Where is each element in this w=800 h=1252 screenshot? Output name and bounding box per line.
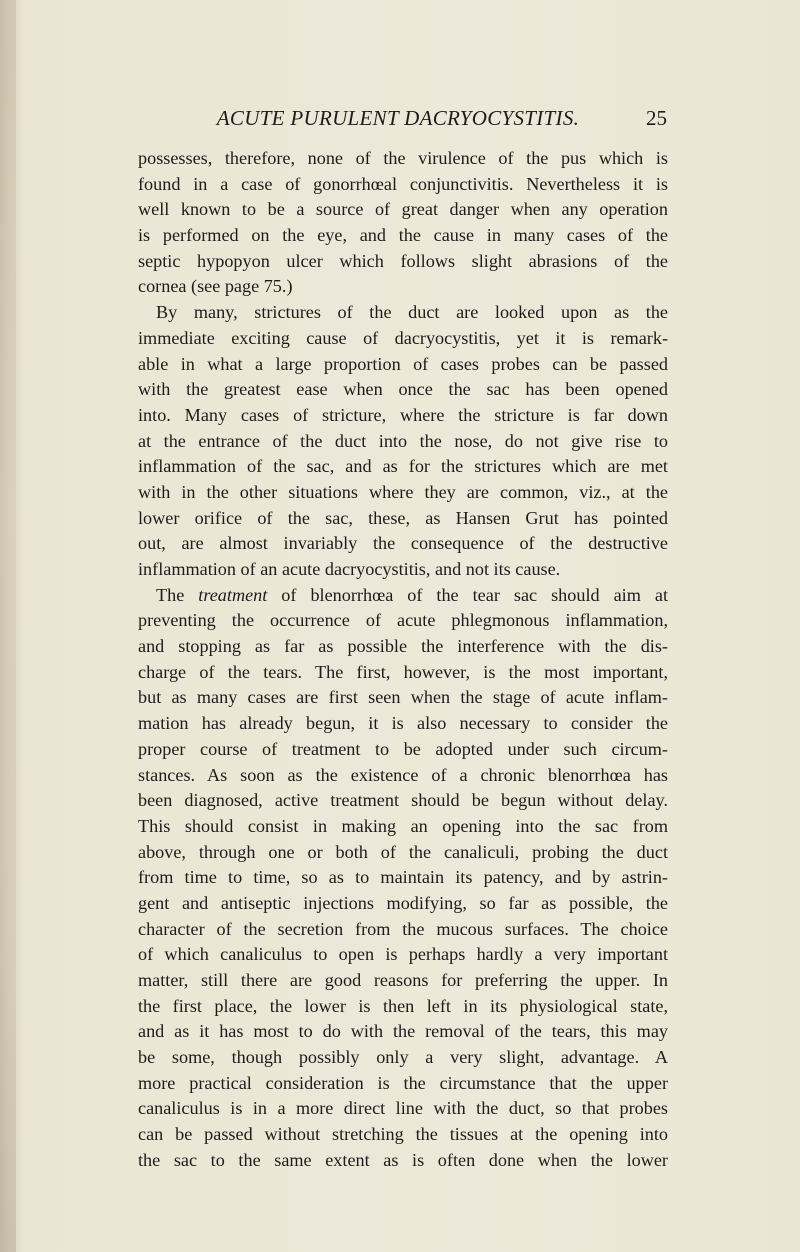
body-text [138, 146, 668, 1174]
text-line: mation has already begun, it is also necessary to consider the [138, 713, 668, 734]
page-number: 25 [646, 106, 667, 130]
text-line: canaliculus is in a more direct line with the duct, so that probes [138, 1098, 668, 1119]
text-line: charge of the tears. The first, however, is the most important, [138, 661, 668, 682]
text-line: This should consist in making an opening into the sac from [138, 815, 668, 836]
text-line: out, are almost invariably the consequence of the destructive [138, 533, 668, 554]
text-line: can be passed without stretching the tissues at the opening into [138, 1124, 668, 1145]
text-line: found in a case of gonorrhœal conjunctivitis. Nevertheless it is [138, 173, 668, 194]
text-line: and stopping as far as possible the interference with the dis- [138, 636, 668, 657]
text-line: lower orifice of the sac, these, as Hansen Grut has pointed [138, 507, 668, 528]
text-line: septic hypopyon ulcer which follows slight abrasions of the [138, 250, 668, 271]
text-line: with the greatest ease when once the sac has been opened [138, 379, 668, 400]
text-line: of which canaliculus to open is perhaps hardly a very important [138, 944, 668, 965]
text-line: character of the secretion from the mucous surfaces. The choice [138, 918, 668, 939]
text-line: been diagnosed, active treatment should be begun without delay. [138, 790, 668, 811]
text-line [138, 583, 668, 609]
text-line: able in what a large proportion of cases probes can be passed [138, 353, 668, 374]
text-line: into. Many cases of stricture, where the stricture is far down [138, 404, 668, 425]
text-line: possesses, therefore, none of the virulence of the pus which is [138, 148, 668, 168]
text-line: the first place, the lower is then left in its physiological state, [138, 995, 668, 1016]
text-segment: of blenorrhœa of the tear sac should aim at [267, 584, 668, 605]
text-line: immediate exciting cause of dacryocystitis, yet it is remark- [138, 327, 668, 348]
text-line: well known to be a source of great danger when any operation [138, 199, 668, 220]
text-line: but as many cases are first seen when the stage of acute inflam- [138, 687, 668, 708]
text-line: the sac to the same extent as is often done when the lower [138, 1149, 668, 1170]
emphasized-term: treatment [198, 584, 268, 605]
text-line: stances. As soon as the existence of a chronic blenorrhœa has [138, 764, 668, 785]
text-line: with in the other situations where they are common, viz., at the [138, 481, 668, 502]
text-line: proper course of treatment to be adopted under such circum- [138, 738, 668, 759]
text-line: inflammation of an acute dacryocystitis, and not its cause. [138, 559, 561, 579]
text-line: By many, strictures of the duct are looked upon as the [156, 302, 668, 323]
text-line: gent and antiseptic injections modifying, so far as possible, the [138, 892, 668, 913]
text-line: matter, still there are good reasons for preferring the upper. In [138, 970, 668, 990]
text-line: cornea (see page 75.) [138, 276, 293, 297]
text-line: be some, though possibly only a very slight, advantage. A [138, 1047, 668, 1068]
running-head-title: ACUTE PURULENT DACRYOCYSTITIS. [216, 106, 580, 130]
text-line: at the entrance of the duct into the nose, do not give rise to [138, 430, 668, 451]
text-line: inflammation of the sac, and as for the strictures which are met [138, 456, 668, 477]
text-line: above, through one or both of the canaliculi, probing the duct [138, 841, 668, 862]
text-line: from time to time, so as to maintain its patency, and by astrin- [138, 867, 668, 888]
text-line: more practical consideration is the circumstance that the upper [138, 1072, 668, 1093]
text-segment: The [156, 584, 199, 605]
text-line: preventing the occurrence of acute phlegmonous inflammation, [138, 610, 668, 631]
binding-gutter-shadow [0, 0, 16, 1252]
text-line: is performed on the eye, and the cause in many cases of the [138, 225, 668, 246]
text-line: and as it has most to do with the removal of the tears, this may [138, 1021, 668, 1042]
